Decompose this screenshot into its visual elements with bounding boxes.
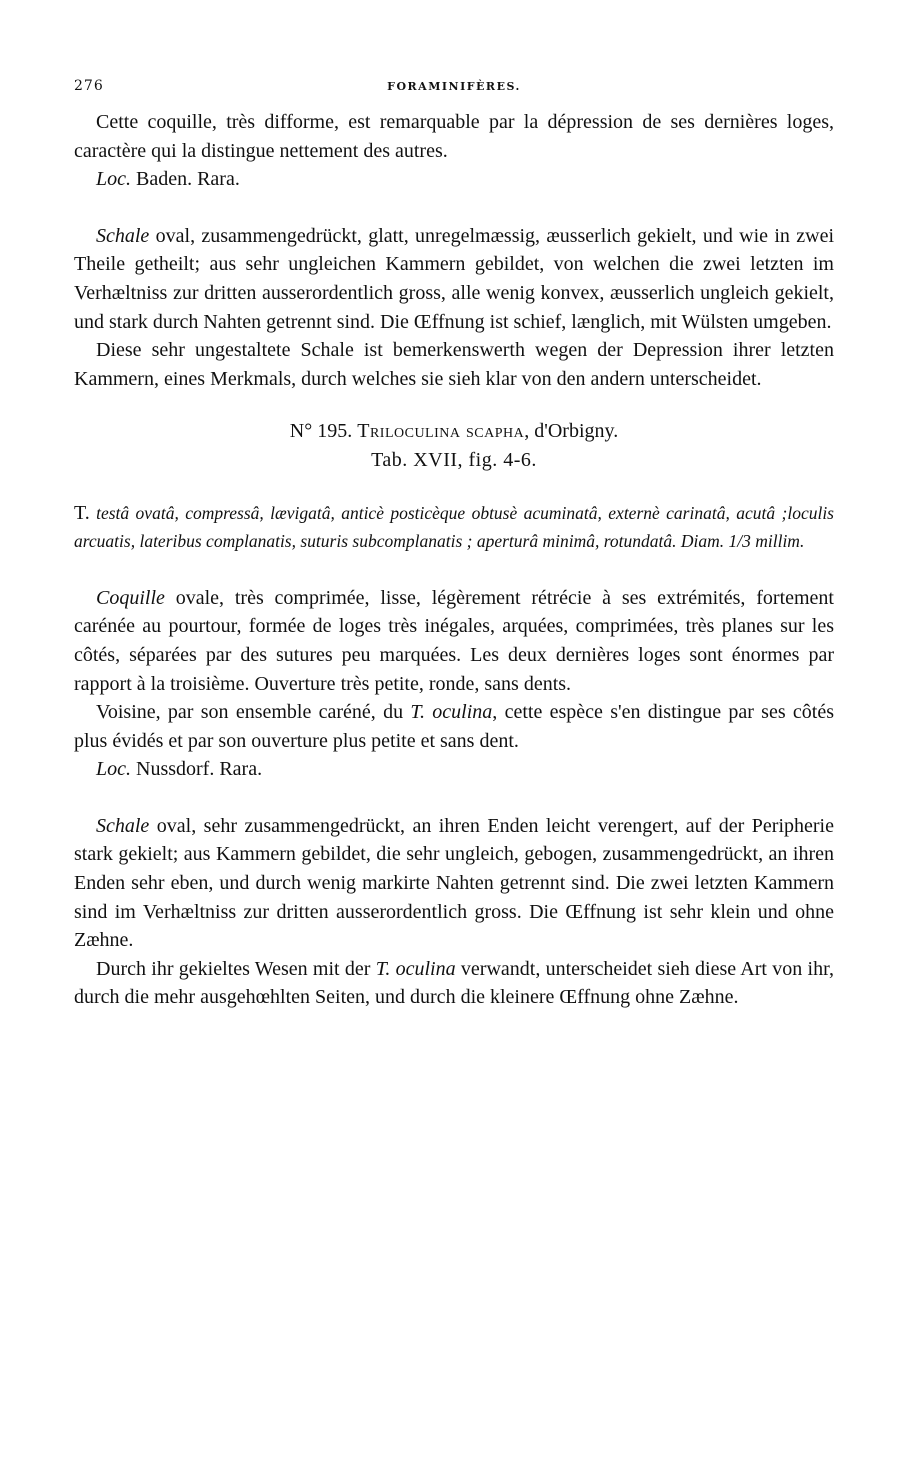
paragraph-lead: Schale xyxy=(96,224,150,247)
paragraph-text: ovale, très comprimée, lisse, légèrement rétrécie à ses extrémités, fortement carénée au pourtour, formée de loges très inégales, arquées, comprimées, très planes sur les côtés, séparées par des sutures peu marquées. Les deux dernières loges sont énormes par rapport à la troisième. Ouverture très petite, ronde, sans dents. xyxy=(74,586,834,695)
running-head xyxy=(74,78,834,100)
species-number: N° 195. xyxy=(289,420,358,443)
diagnosis-lead: T. xyxy=(74,501,90,524)
paragraph-german-comparison xyxy=(74,955,834,1012)
locality-label: Loc. xyxy=(96,168,131,191)
paragraph-german-remark xyxy=(74,336,834,393)
paragraph-text: oval, sehr zusammengedrückt, an ihren Enden leicht verengert, auf der Peripherie stark gekielt; aus Kammern gebildet, die sehr ungleich, gebogen, zusammengedrückt, an ihren Enden sehr eben, und durch wenig markirte Nahten getrennt sind. Die zwei letzten Kammern sind im Verhæltniss zur dritten ausserordentlich gross. Die Œffnung ist sehr klein und ohne Zæhne. xyxy=(74,814,834,952)
paragraph-text-after: , cette espèce s'en distingue par ses côtés plus évidés et par son ouverture plus petite et sans dent. xyxy=(74,701,835,752)
diagnosis-text: testâ ovatâ, compressâ, lævigatâ, anticè posticèque obtusè acuminatâ, externè carinatâ, acutâ ;loculis arcuatis, lateribus complanatis, suturis subcomplanatis ; aperturâ minimâ, rotundatâ. Diam. 1/3 millim. xyxy=(74,502,834,552)
paragraph-text: Diese sehr ungestaltete Schale ist bemerkenswerth wegen der Depression ihrer letzten Kammern, eines Merkmals, durch welches sie sieh klar von den andern unterscheidet. xyxy=(74,339,834,390)
plate-reference: Tab. XVII, fig. 4-6. xyxy=(371,448,537,471)
latin-diagnosis xyxy=(74,499,834,556)
paragraph-french-comparison xyxy=(74,698,834,755)
paragraph-lead: Schale xyxy=(96,814,150,837)
paragraph-lead: Coquille xyxy=(96,586,165,609)
paragraph-german-description xyxy=(74,812,834,955)
paragraph-text: Cette coquille, très difforme, est remarquable par la dépression de ses dernières loges, caractère qui la distingue nettement des autres. xyxy=(74,111,834,162)
paragraph-french-remark xyxy=(74,108,834,165)
paragraph-text-before: Voisine, par son ensemble caréné, du xyxy=(96,701,411,724)
paragraph-text-after: verwandt, unterscheidet sieh diese Art von ihr, durch die mehr ausgehœhlten Seiten, und durch die kleinere Œffnung ohne Zæhne. xyxy=(74,957,834,1009)
locality-text: Baden. Rara. xyxy=(131,168,240,191)
paragraph-text-before: Durch ihr gekieltes Wesen mit der xyxy=(96,957,376,980)
species-heading xyxy=(74,417,834,446)
locality-line xyxy=(74,165,834,194)
species-epithet: scapha xyxy=(460,420,525,443)
species-reference: T. oculina xyxy=(410,701,493,724)
body-text xyxy=(74,108,834,1012)
locality-line xyxy=(74,755,834,784)
species-author: , d'Orbigny. xyxy=(524,420,619,443)
paragraph-french-description xyxy=(74,584,834,698)
locality-label: Loc. xyxy=(96,758,131,781)
paragraph-german-description xyxy=(74,222,834,336)
page-number: 276 xyxy=(74,78,104,94)
locality-text: Nussdorf. Rara. xyxy=(131,758,263,781)
species-genus: Triloculina xyxy=(357,420,461,443)
running-title: FORAMINIFÈRES. xyxy=(387,80,521,93)
paragraph-text: oval, zusammengedrückt, glatt, unregelmæssig, æusserlich gekielt, und wie in zwei Theile getheilt; aus sehr ungleichen Kammern gebildet, von welchen die zwei letzten im Verhæltniss zur dritten ausserordentlich gross, alle wenig konvex, æusserlich ungleich gekielt, und stark durch Nahten getrennt sind. Die Œffnung ist schief, længlich, mit Wülsten umgeben. xyxy=(74,224,834,333)
species-reference: T. oculina xyxy=(375,957,456,980)
